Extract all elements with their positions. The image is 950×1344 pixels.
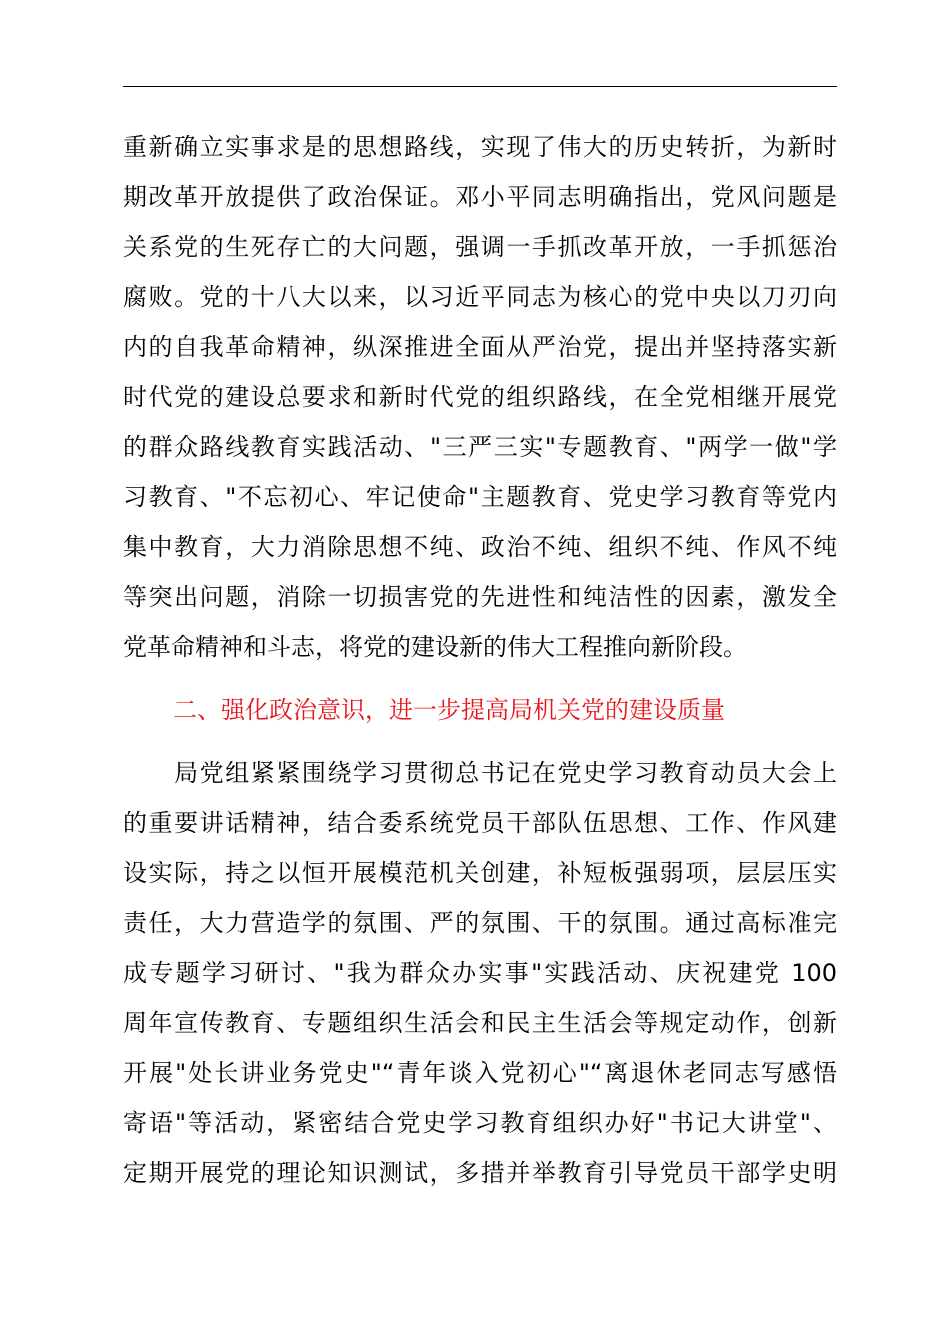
document-body bbox=[123, 122, 837, 1198]
paragraph-gap bbox=[123, 735, 837, 748]
section-heading: 二、强化政治意识，进一步提高局机关党的建设质量 bbox=[173, 696, 725, 724]
text-line: 局党组紧紧围绕学习贯彻总书记在党史学习教育动员大会上 bbox=[123, 759, 837, 787]
text-line: 集中教育，大力消除思想不纯、政治不纯、组织不纯、作风不纯 bbox=[123, 533, 837, 561]
text-line: 寄语"等活动，紧密结合党史学习教育组织办好"书记大讲堂"、 bbox=[123, 1109, 837, 1137]
text-line: 的群众路线教育实践活动、"三严三实"专题教育、"两学一做"学 bbox=[123, 433, 837, 461]
paragraph-2 bbox=[123, 748, 837, 1198]
text-line: 党革命精神和斗志，将党的建设新的伟大工程推向新阶段。 bbox=[123, 633, 747, 661]
text-line: 定期开展党的理论知识测试，多措并举教育引导党员干部学史明 bbox=[123, 1159, 837, 1187]
text-line: 关系党的生死存亡的大问题，强调一手抓改革开放，一手抓惩治 bbox=[123, 233, 837, 261]
header-rule bbox=[123, 86, 837, 87]
text-line: 责任，大力营造学的氛围、严的氛围、干的氛围。通过高标准完 bbox=[123, 909, 837, 937]
text-line: 设实际，持之以恒开展模范机关创建，补短板强弱项，层层压实 bbox=[123, 859, 837, 887]
text-line: 重新确立实事求是的思想路线，实现了伟大的历史转折，为新时 bbox=[123, 133, 837, 161]
text-line: 的重要讲话精神，结合委系统党员干部队伍思想、工作、作风建 bbox=[123, 809, 837, 837]
text-line: 成专题学习研讨、"我为群众办实事"实践活动、庆祝建党 100 bbox=[123, 959, 837, 987]
text-line: 开展"处长讲业务党史"“青年谈入党初心"“离退休老同志写感悟 bbox=[123, 1059, 837, 1087]
paragraph-gap bbox=[123, 672, 837, 685]
text-line: 期改革开放提供了政治保证。邓小平同志明确指出，党风问题是 bbox=[123, 183, 837, 211]
text-line: 周年宣传教育、专题组织生活会和民主生活会等规定动作，创新 bbox=[123, 1009, 837, 1037]
text-line: 等突出问题，消除一切损害党的先进性和纯洁性的因素，激发全 bbox=[123, 583, 837, 611]
text-line: 时代党的建设总要求和新时代党的组织路线，在全党相继开展党 bbox=[123, 383, 837, 411]
text-line: 腐败。党的十八大以来，以习近平同志为核心的党中央以刀刃向 bbox=[123, 283, 837, 311]
paragraph-1 bbox=[123, 122, 837, 672]
text-line: 习教育、"不忘初心、牢记使命"主题教育、党史学习教育等党内 bbox=[123, 483, 837, 511]
text-line: 内的自我革命精神，纵深推进全面从严治党，提出并坚持落实新 bbox=[123, 333, 837, 361]
